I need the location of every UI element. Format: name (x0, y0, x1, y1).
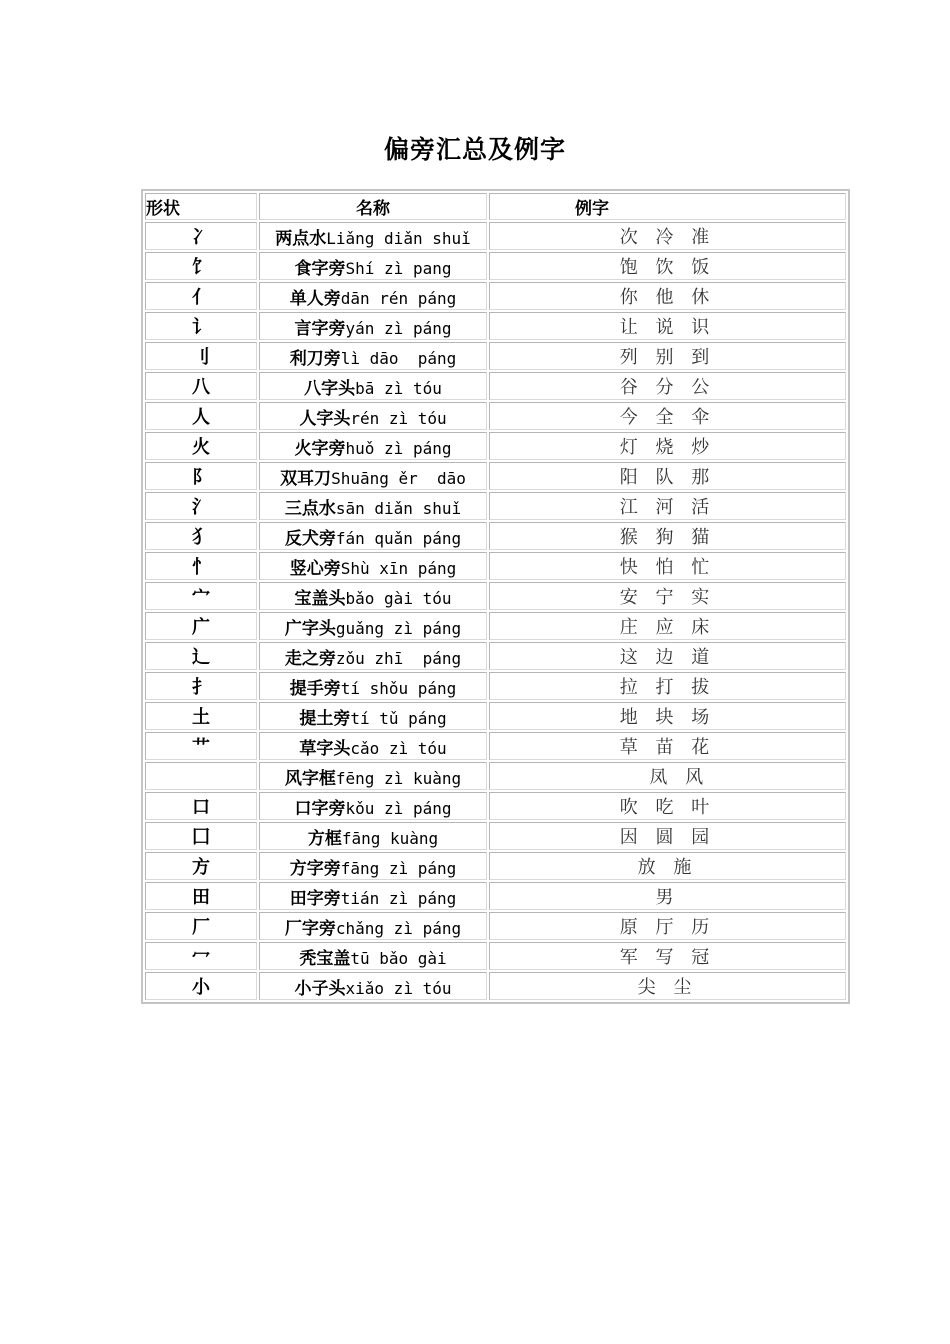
radical-shape: 广 (145, 612, 257, 640)
example-characters: 这 边 道 (489, 642, 846, 670)
example-characters: 尖 尘 (489, 972, 846, 1000)
radical-name-chinese: 八字头 (304, 378, 356, 399)
radical-name-pinyin: xiǎo zì tóu (345, 978, 452, 998)
radical-name (259, 792, 487, 820)
table-row (145, 702, 846, 730)
example-characters: 地 块 场 (489, 702, 846, 730)
radical-name (259, 732, 487, 760)
radical-name-pinyin: cǎo zì tóu (350, 738, 447, 758)
table-row (145, 912, 846, 940)
radical-name (259, 612, 487, 640)
radical-shape: 氵 (145, 492, 257, 520)
radical-name-pinyin: huǒ zì páng (345, 438, 452, 458)
example-characters: 阳 队 那 (489, 462, 846, 490)
radical-shape: 人 (145, 402, 257, 430)
table-row (145, 432, 846, 460)
table-row (145, 822, 846, 850)
radical-name (259, 822, 487, 850)
radical-name (259, 672, 487, 700)
table-row (145, 672, 846, 700)
example-characters: 列 别 到 (489, 342, 846, 370)
radical-name-chinese: 厂字旁 (284, 918, 336, 939)
radical-shape: 小 (145, 972, 257, 1000)
example-characters: 饱 饮 饭 (489, 252, 846, 280)
example-characters: 安 宁 实 (489, 582, 846, 610)
example-characters: 原 厅 历 (489, 912, 846, 940)
table-row (145, 252, 846, 280)
example-characters: 拉 打 拔 (489, 672, 846, 700)
radical-name-chinese: 方字旁 (289, 858, 341, 879)
radical-shape: 辶 (145, 642, 257, 670)
radical-name (259, 222, 487, 250)
example-characters: 庄 应 床 (489, 612, 846, 640)
example-characters: 男 (489, 882, 846, 910)
table-body (145, 222, 846, 1000)
example-characters: 吹 吃 叶 (489, 792, 846, 820)
radical-shape: 囗 (145, 822, 257, 850)
document-title: 偏旁汇总及例字 (383, 135, 566, 164)
radical-name-pinyin: tí shǒu páng (340, 678, 457, 698)
radical-name (259, 762, 487, 790)
radical-name-chinese: 风字框 (284, 768, 336, 789)
radical-name-pinyin: dān rén páng (340, 288, 457, 308)
radical-name-chinese: 言字旁 (294, 318, 346, 339)
radical-name-chinese: 单人旁 (289, 288, 341, 309)
example-characters: 谷 分 公 (489, 372, 846, 400)
radical-shape: 讠 (145, 312, 257, 340)
table-row (145, 222, 846, 250)
radical-shape: 犭 (145, 522, 257, 550)
radical-name-chinese: 宝盖头 (294, 588, 346, 609)
radical-name (259, 402, 487, 430)
radical-name-chinese: 广字头 (284, 618, 336, 639)
example-characters: 猴 狗 猫 (489, 522, 846, 550)
radical-shape: 刂 (145, 342, 257, 370)
table-row (145, 342, 846, 370)
radical-shape: 方 (145, 852, 257, 880)
radical-name-pinyin: fāng zì páng (340, 858, 457, 878)
radical-name (259, 432, 487, 460)
radical-name-chinese: 双耳刀 (280, 468, 332, 489)
example-characters: 放 施 (489, 852, 846, 880)
radical-shape: 忄 (145, 552, 257, 580)
table-row (145, 972, 846, 1000)
radical-name-pinyin: fán quǎn páng (335, 528, 462, 548)
radical-shape: 艹 (145, 732, 257, 760)
example-characters: 你 他 休 (489, 282, 846, 310)
radical-name-chinese: 走之旁 (284, 648, 336, 669)
table-row (145, 642, 846, 670)
radical-name-chinese: 提手旁 (289, 678, 341, 699)
radical-name-pinyin: kǒu zì páng (345, 798, 452, 818)
table-row (145, 522, 846, 550)
table-row (145, 942, 846, 970)
radical-shape: 田 (145, 882, 257, 910)
radical-shape: 阝 (145, 462, 257, 490)
header-name: 名称 (259, 193, 487, 220)
radical-name-chinese: 利刀旁 (289, 348, 341, 369)
radical-name-pinyin: sān diǎn shuǐ (335, 498, 462, 518)
radical-name-pinyin: tū bǎo gài (350, 948, 447, 968)
table-row (145, 552, 846, 580)
radical-name (259, 252, 487, 280)
radical-name (259, 882, 487, 910)
radical-name (259, 702, 487, 730)
table-row (145, 792, 846, 820)
radical-name (259, 282, 487, 310)
radical-name-chinese: 秃宝盖 (299, 948, 351, 969)
radical-name-chinese: 人字头 (299, 408, 351, 429)
radical-shape: 土 (145, 702, 257, 730)
radical-name (259, 942, 487, 970)
radical-name (259, 312, 487, 340)
radical-shape: 饣 (145, 252, 257, 280)
radical-shape: 冖 (145, 942, 257, 970)
radical-name-chinese: 两点水 (275, 228, 327, 249)
table-row (145, 402, 846, 430)
radical-name-chinese: 食字旁 (294, 258, 346, 279)
table-row (145, 852, 846, 880)
radical-name-pinyin: guǎng zì páng (335, 618, 462, 638)
radical-name-chinese: 小子头 (294, 978, 346, 999)
radical-name (259, 582, 487, 610)
radical-name (259, 852, 487, 880)
table-row (145, 732, 846, 760)
radical-name (259, 552, 487, 580)
table-header-row (145, 193, 846, 220)
example-characters: 凤 风 (489, 762, 846, 790)
radical-name (259, 462, 487, 490)
radical-table (141, 189, 850, 1004)
example-characters: 次 冷 准 (489, 222, 846, 250)
radical-name (259, 342, 487, 370)
example-characters: 江 河 活 (489, 492, 846, 520)
radical-name-pinyin: Shù xīn páng (340, 558, 457, 578)
radical-name-pinyin: tián zì páng (340, 888, 457, 908)
radical-name (259, 972, 487, 1000)
radical-name-pinyin: tí tǔ páng (350, 708, 447, 728)
radical-name-pinyin: bǎo gài tóu (345, 588, 452, 608)
radical-shape: 冫 (145, 222, 257, 250)
radical-name (259, 912, 487, 940)
example-characters: 让 说 识 (489, 312, 846, 340)
radical-name-pinyin: Shí zì pang (345, 258, 452, 278)
example-characters: 快 怕 忙 (489, 552, 846, 580)
radical-name-pinyin: Shuāng ěr dāo (331, 468, 466, 488)
example-characters: 灯 烧 炒 (489, 432, 846, 460)
radical-name-chinese: 三点水 (284, 498, 336, 519)
radical-name-chinese: 火字旁 (294, 438, 346, 459)
table-row (145, 282, 846, 310)
radical-name-pinyin: chǎng zì páng (335, 918, 462, 938)
example-characters: 今 全 伞 (489, 402, 846, 430)
radical-name-pinyin: zǒu zhī páng (335, 648, 462, 668)
radical-name (259, 372, 487, 400)
radical-shape: 宀 (145, 582, 257, 610)
radical-shape: 口 (145, 792, 257, 820)
radical-name-pinyin: yán zì páng (345, 318, 452, 338)
radical-name-pinyin: fāng kuàng (341, 828, 439, 848)
table-row (145, 582, 846, 610)
table-row (145, 612, 846, 640)
example-characters: 因 圆 园 (489, 822, 846, 850)
radical-shape (145, 762, 257, 790)
radical-name-pinyin: bā zì tóu (355, 378, 442, 398)
table-row (145, 882, 846, 910)
radical-shape: 火 (145, 432, 257, 460)
table-row (145, 312, 846, 340)
radical-shape: 八 (145, 372, 257, 400)
radical-shape: 厂 (145, 912, 257, 940)
example-characters: 军 写 冠 (489, 942, 846, 970)
radical-name-chinese: 草字头 (299, 738, 351, 759)
radical-name-chinese: 田字旁 (289, 888, 341, 909)
radical-name-pinyin: fēng zì kuàng (335, 768, 462, 788)
radical-name (259, 642, 487, 670)
radical-name-chinese: 方框 (307, 828, 342, 849)
header-example: 例字 (489, 193, 846, 220)
radical-name-chinese: 反犬旁 (284, 528, 336, 549)
table-row (145, 462, 846, 490)
radical-name (259, 492, 487, 520)
header-shape: 形状 (145, 193, 257, 220)
radical-name-pinyin: lì dāo páng (340, 348, 457, 368)
radical-name-pinyin: Liǎng diǎn shuǐ (326, 228, 471, 248)
radical-name (259, 522, 487, 550)
table-row (145, 762, 846, 790)
radical-name-chinese: 提土旁 (299, 708, 351, 729)
radical-shape: 扌 (145, 672, 257, 700)
table-row (145, 492, 846, 520)
table-row (145, 372, 846, 400)
radical-name-chinese: 口字旁 (294, 798, 346, 819)
example-characters: 草 苗 花 (489, 732, 846, 760)
radical-name-pinyin: rén zì tóu (350, 408, 447, 428)
radical-name-chinese: 竖心旁 (289, 558, 341, 579)
radical-shape: 亻 (145, 282, 257, 310)
